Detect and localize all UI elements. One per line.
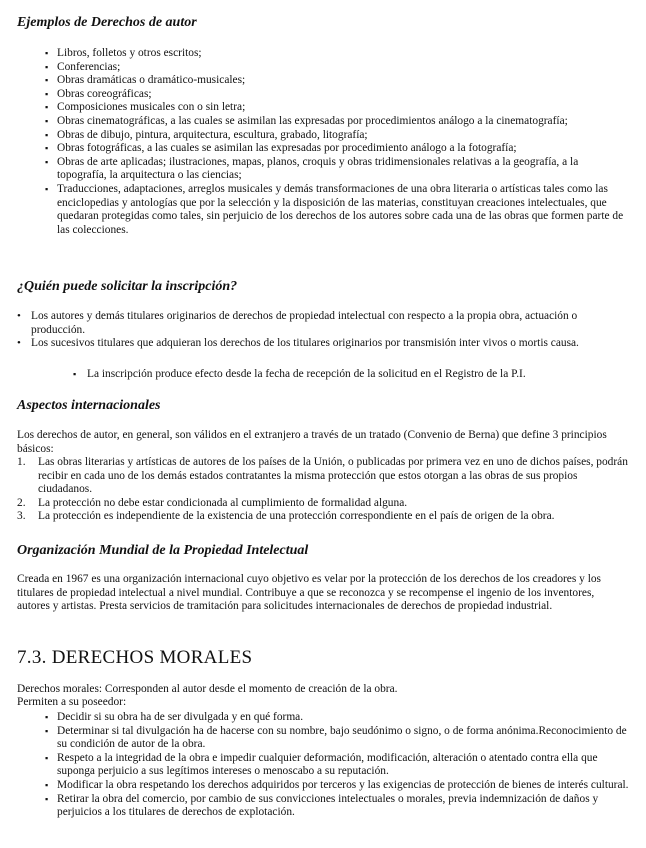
berne-intro: Los derechos de autor, en general, son válidos en el extranjero a través de un tratado (Convenio de Berna) que define 3 principios básicos:	[17, 429, 607, 455]
moral-rights-intro: Permiten a su poseedor:	[17, 696, 127, 708]
list-item: ▪ Composiciones musicales con o sin letra;	[45, 101, 630, 115]
item-number: 3.	[17, 510, 26, 523]
inscription-note	[73, 368, 633, 382]
section-title-ompi: Organización Mundial de la Propiedad Intelectual	[17, 543, 309, 558]
section-heading-derechos-morales: 7.3. DERECHOS MORALES	[17, 647, 253, 668]
section-title-aspectos: Aspectos internacionales	[17, 398, 161, 413]
list-item: • Los autores y demás titulares originarios de derechos de propiedad intelectual con respecto a la propia obra, actuación o producción.	[17, 310, 627, 337]
item-text: Las obras literarias y artísticas de autores de los países de la Unión, o publicadas por primera vez en uno de dichos países, podrán recibir en cada uno de los demás estados contratantes la misma protección que estos otorgan a las obras de sus propios ciudadanos.	[38, 456, 628, 496]
moral-rights-definition: Derechos morales: Corresponden al autor desde el momento de creación de la obra.	[17, 683, 398, 695]
list-item: ▪ Retirar la obra del comercio, por cambio de sus convicciones intelectuales o morales, previa indemnización de daños y perjuicios a los titulares de derechos de explotación.	[45, 793, 630, 820]
applicants-list	[17, 310, 627, 351]
item-text: La protección es independiente de la existencia de una protección correspondiente en el país de origen de la obra.	[38, 510, 555, 523]
list-item	[17, 510, 629, 524]
list-item: ▪ Determinar si tal divulgación ha de hacerse con su nombre, bajo seudónimo o signo, o de forma anónima.Reconocimiento de su condición de autor de la obra.	[45, 725, 630, 752]
list-item: • Los sucesivos titulares que adquieran los derechos de los titulares originarios por transmisión inter vivos o mortis causa.	[17, 337, 627, 351]
list-item: ▪ Modificar la obra respetando los derechos adquiridos por terceros y las exigencias de protección de bienes de interés cultural.	[45, 779, 630, 793]
ompi-paragraph: Creada en 1967 es una organización internacional cuyo objetivo es velar por la protección de los derechos de los creadores y los titulares de propiedad intelectual a nivel mundial. Contribuye a que se reconozca y se recompense el ingenio de los inventores, autores y artistas. Presta servicios de tramitación para solicitudes internacionales de derechos de propiedad industrial.	[17, 573, 601, 613]
list-item: ▪ Obras coreográficas;	[45, 88, 630, 102]
item-number: 2.	[17, 496, 26, 509]
list-item: ▪ Obras cinematográficas, a las cuales se asimilan las expresadas por procedimientos análogo a la cinematografía;	[45, 115, 630, 129]
list-item: ▪ Obras fotográficas, a las cuales se asimilan las expresadas por procedimiento análogo a la fotografía;	[45, 142, 630, 156]
list-item: ▪ Respeto a la integridad de la obra e impedir cualquier deformación, modificación, alteración o atentado contra ella que suponga perjuicio a sus legítimos intereses o menoscabo a su reputación.	[45, 752, 630, 779]
list-item: ▪ Conferencias;	[45, 61, 630, 75]
list-item	[17, 497, 629, 511]
section-title-ejemplos: Ejemplos de Derechos de autor	[17, 15, 197, 30]
examples-list	[45, 47, 630, 237]
list-item: ▪ Libros, folletos y otros escritos;	[45, 47, 630, 61]
item-number: 1.	[17, 456, 26, 468]
list-item: ▪ Decidir si su obra ha de ser divulgada y en qué forma.	[45, 711, 630, 725]
list-item	[17, 456, 629, 497]
moral-rights-list	[45, 711, 630, 820]
principles-list	[17, 456, 629, 524]
list-item: ▪ Obras dramáticas o dramático-musicales;	[45, 74, 630, 88]
list-item: ▪ Traducciones, adaptaciones, arreglos musicales y demás transformaciones de una obra literaria o artísticas tales como las enciclopedias y antologías que por la selección y la disposición de las materias, constituyan creaciones intelectuales, que quedaran protegidas como tales, sin perjuicio de los derechos de los autores sobre cada una de las obras que formen parte de las colecciones.	[45, 183, 630, 237]
inscription-note-text: ▪ La inscripción produce efecto desde la fecha de recepción de la solicitud en el Registro de la P.I.	[87, 368, 526, 380]
item-text: La protección no debe estar condicionada al cumplimiento de formalidad alguna.	[38, 496, 408, 509]
list-item: ▪ Obras de arte aplicadas; ilustraciones, mapas, planos, croquis y obras tridimensionales relativas a la geografía, a la topografía, la arquitectura o las ciencias;	[45, 156, 630, 183]
section-title-quien: ¿Quién puede solicitar la inscripción?	[17, 279, 238, 294]
list-item: ▪ Obras de dibujo, pintura, arquitectura, escultura, grabado, litografía;	[45, 129, 630, 143]
